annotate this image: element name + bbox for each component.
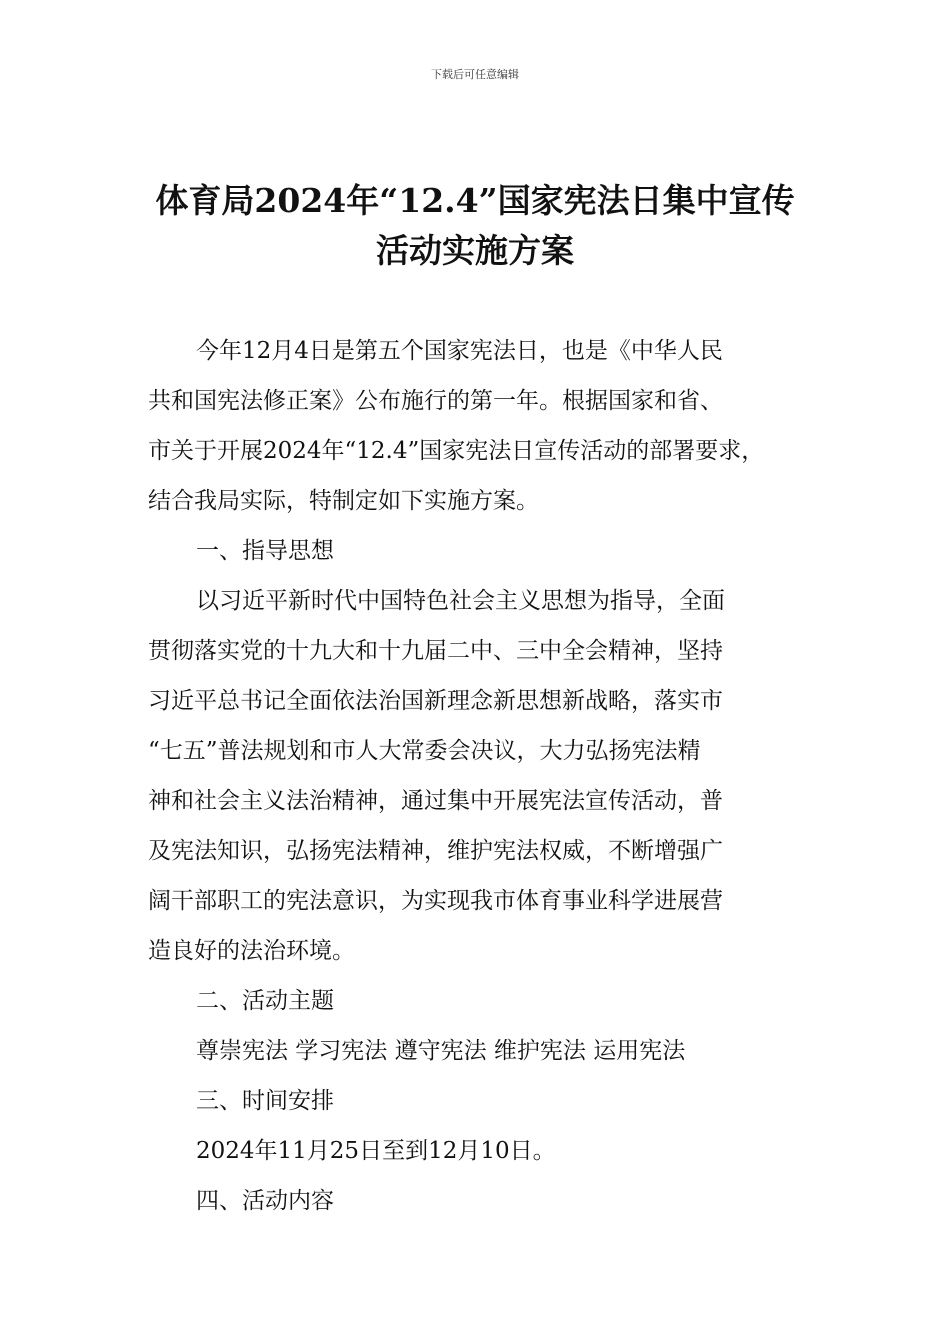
header-note: 下载后可任意编辑 [431, 68, 519, 81]
activity-theme: 尊崇宪法 学习宪法 遵守宪法 维护宪法 运用宪法 [196, 1038, 686, 1064]
text-line: 市关于开展2024年“12.4”国家宪法日宣传活动的部署要求， [148, 438, 765, 464]
text-line: “七五”普法规划和市人大常委会决议，大力弘扬宪法精 [148, 738, 701, 764]
text-line: 今年12月4日是第五个国家宪法日，也是《中华人民 [196, 338, 723, 364]
text-line: 贯彻落实党的十九大和十九届二中、三中全会精神，坚持 [148, 638, 723, 664]
document-title [140, 176, 810, 276]
section-heading-1: 一、指导思想 [196, 538, 334, 564]
intro-paragraph [148, 326, 808, 526]
section1-paragraph [148, 576, 808, 976]
document-body [148, 326, 808, 1226]
section-heading-3: 三、时间安排 [196, 1088, 334, 1114]
text-line: 共和国宪法修正案》公布施行的第一年。根据国家和省、 [148, 388, 723, 414]
text-line: 造良好的法治环境。 [148, 938, 355, 964]
text-line: 及宪法知识，弘扬宪法精神，维护宪法权威，不断增强广 [148, 838, 723, 864]
text-line: 神和社会主义法治精神，通过集中开展宪法宣传活动，普 [148, 788, 723, 814]
section-heading-2: 二、活动主题 [196, 988, 334, 1014]
title-line-2: 活动实施方案 [376, 231, 574, 270]
title-line-1: 体育局2024年“12.4”国家宪法日集中宣传 [155, 181, 795, 220]
section-heading-4: 四、活动内容 [196, 1188, 334, 1214]
text-line: 结合我局实际，特制定如下实施方案。 [148, 488, 539, 514]
schedule-text: 2024年11月25日至到12月10日。 [196, 1138, 556, 1164]
text-line: 以习近平新时代中国特色社会主义思想为指导，全面 [196, 588, 725, 614]
text-line: 习近平总书记全面依法治国新理念新思想新战略，落实市 [148, 688, 723, 714]
text-line: 阔干部职工的宪法意识，为实现我市体育事业科学进展营 [148, 888, 723, 914]
